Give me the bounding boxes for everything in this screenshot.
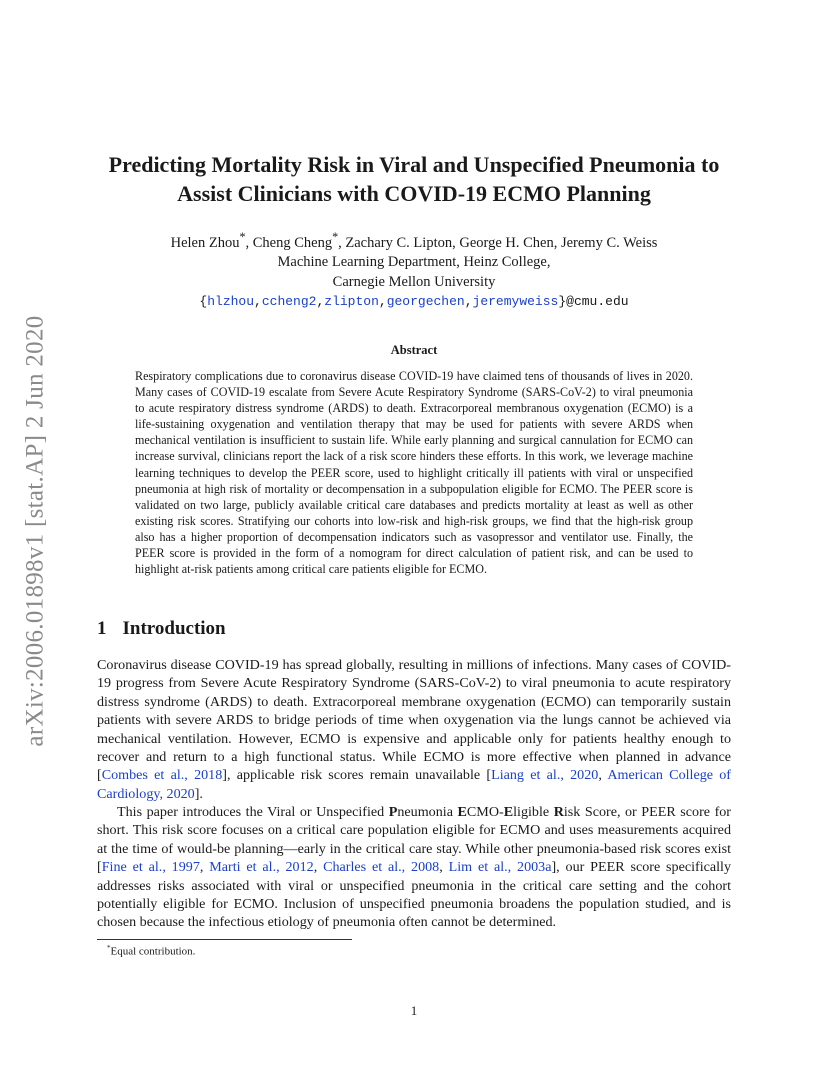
arxiv-stamp: arXiv:2006.01898v1 [stat.AP] 2 Jun 2020: [22, 315, 49, 747]
email-link[interactable]: georgechen: [386, 294, 465, 310]
page-number: 1: [410, 1003, 418, 1018]
citation-link[interactable]: Liang et al., 2020: [491, 767, 599, 784]
abstract-body: Respiratory complications due to coronavirus disease COVID-19 have claimed tens of thousands of lives in 2020. Many cases of COVID-19 escalate from Severe Acute Respiratory Syndrome (SARS-CoV-2) to viral pneumonia to acute respiratory distress syndrome (ARDS) to death. Extracorporeal membranous oxygenation (ECMO) is a life-sustaining oxygenation and ventilation therapy that may be used for patients with severe ARDS when mechanical ventilation is insufficient to sustain life. While early planning and surgical cannulation for ECMO can increase survival, clinicians report the lack of a risk score hinders these efforts. In this work, we leverage machine learning techniques to develop the PEER score, used to highlight critically ill patients with viral or unspecified pneumonia at high risk of mortality or decompensation in a subpopulation eligible for ECMO. The PEER score is validated on two large, publicly available critical care databases and predicts mortality at least as well as other existing risk scores. Stratifying our cohorts into low-risk and high-risk groups, we find that the high-risk group also has a higher proportion of decompensation indicators such as vasopressor and ventilator use. Finally, the PEER score is provided in the form of a nomogram for direct calculation of patient risk, and can be used to highlight at-risk patients among critical care patients eligible for ECMO.: [135, 369, 693, 577]
citation-link[interactable]: Lim et al., 2003a: [448, 859, 552, 876]
intro-paragraph-2: This paper introduces the Viral or Unspecified Pneumonia ECMO-Eligible Risk Score, or PEER score for short. This risk score focuses on a critical care population eligible for ECMO and uses measurements acquired at the time of would-be planning—early in the critical care stay. While other pneumonia-based risk scores exist [Fine et al., 1997, Marti et al., 2012, Charles et al., 2008, Lim et al., 2003a], our PEER score specifically addresses risks associated with viral or unspecified pneumonia in the critical care setting and the cohort potentially eligible for ECMO. Inclusion of unspecified pneumonia broadens the population studied, and is chosen because the infectious etiology of pneumonia often cannot be determined.: [97, 804, 732, 931]
email-link[interactable]: ccheng2: [261, 294, 317, 310]
affiliation-line-1: Machine Learning Department, Heinz College,: [277, 254, 551, 271]
title-line-2: Assist Clinicians with COVID-19 ECMO Planning: [177, 181, 651, 206]
title-line-1: Predicting Mortality Risk in Viral and Unspecified Pneumonia to: [108, 152, 720, 177]
citation-link[interactable]: Combes et al., 2018: [101, 767, 223, 784]
section-heading-introduction: 1 Introduction: [97, 618, 226, 639]
footnote: *Equal contribution.: [107, 944, 196, 958]
email-link[interactable]: hlzhou: [207, 294, 255, 310]
abstract-heading: Abstract: [390, 343, 438, 357]
email-link[interactable]: jeremyweiss: [472, 294, 559, 310]
author-emails: {hlzhou,ccheng2,zlipton,georgechen,jeremyweiss}@cmu.edu: [199, 294, 629, 310]
citation-link[interactable]: Marti et al., 2012: [209, 859, 314, 876]
citation-link[interactable]: American College of Cardiology, 2020: [97, 767, 731, 802]
footnote-rule: [97, 939, 352, 940]
author-names: Helen Zhou*, Cheng Cheng*, Zachary C. Lipton, George H. Chen, Jeremy C. Weiss: [170, 230, 658, 251]
email-link[interactable]: zlipton: [324, 294, 379, 310]
author-block: [80, 228, 748, 312]
citation-link[interactable]: Fine et al., 1997: [101, 859, 200, 876]
affiliation-line-2: Carnegie Mellon University: [332, 273, 496, 290]
paper-title: [80, 150, 748, 208]
citation-link[interactable]: Charles et al., 2008: [323, 859, 440, 876]
intro-paragraph-1: Coronavirus disease COVID-19 has spread globally, resulting in millions of infections. Many cases of COVID-19 progress from Severe Acute Respiratory Syndrome (SARS-CoV-2) to viral pneumonia to acute respiratory distress syndrome (ARDS) to death. Extracorporeal membrane oxygenation (ECMO) can temporarily sustain patients with severe ARDS to bridge periods of time when oxygenation via the lungs cannot be achieved via mechanical ventilation. However, ECMO is expensive and applicable only for patients healthy enough to recover and return to a high functional status. While ECMO is more effective when planned in advance [Combes et al., 2018], applicable risk scores remain unavailable [Liang et al., 2020, American College of Cardiology, 2020].: [97, 657, 731, 802]
